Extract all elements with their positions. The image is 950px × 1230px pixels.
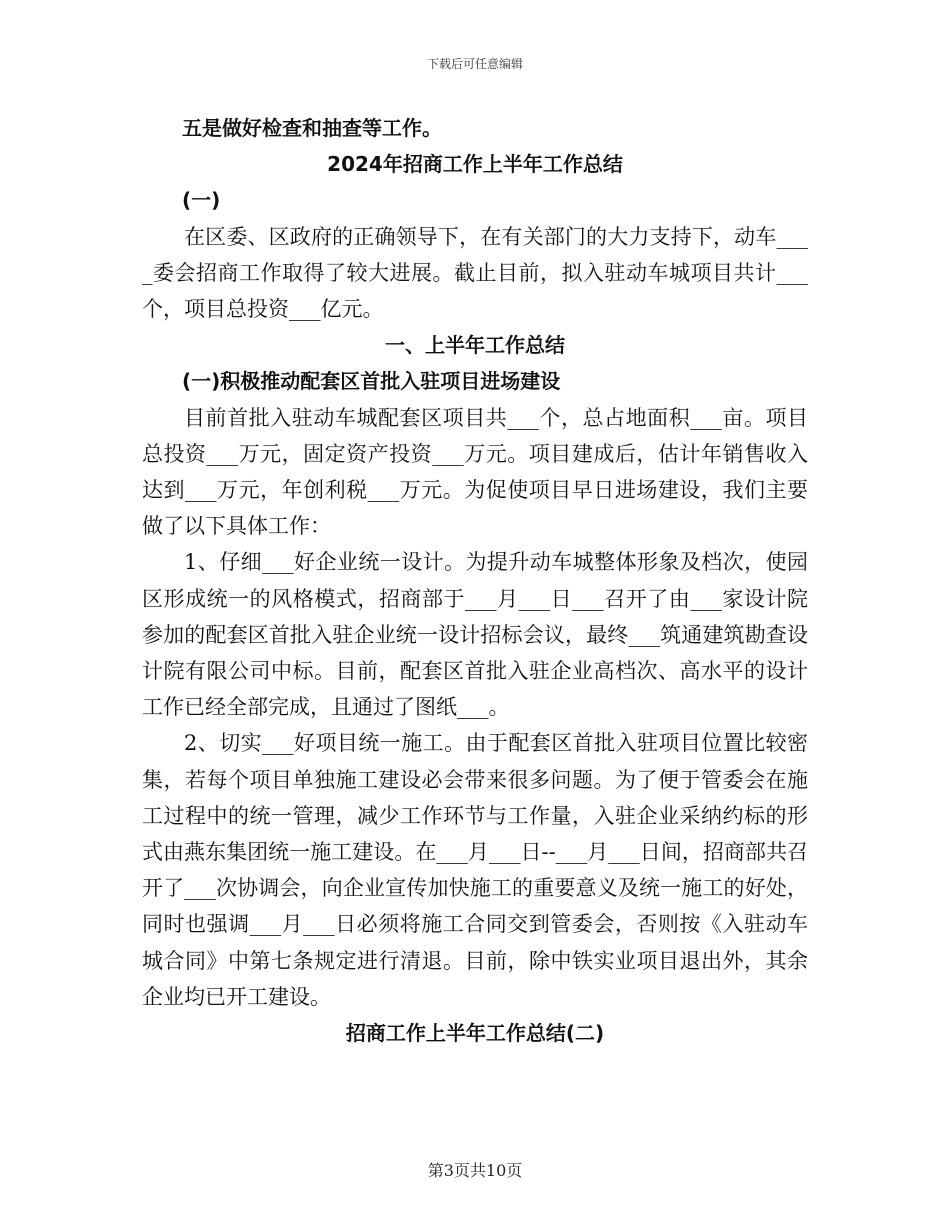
document-title: 2024年招商工作上半年工作总结 [327,152,623,177]
header-note: 下载后可任意编辑 [426,57,523,71]
closing-line: 五是做好检查和抽查等工作。 [182,116,442,140]
sub-heading-projects: (一)积极推动配套区首批入驻项目进场建设 [182,369,561,394]
intro-paragraph: 在区委、区政府的正确领导下，在有关部门的大力支持下，动车____委会招商工作取得了较大进展。截止目前，拟入驻动车城项目共计___个，项目总投资___亿元。 [142,224,808,322]
paragraph-unified-design: 1、仔细___好企业统一设计。为提升动车城整体形象及档次，使园区形成统一的风格模式，招商部于___月___日___召开了由___家设计院参加的配套区首批入驻企业统一设计招标会议，最终___筑通建筑勘查设计院有限公司中标。目前，配套区首批入驻企业高档次、高水平的设计工作已经全部完成，且通过了图纸___。 [142,550,808,720]
document-title-two: 招商工作上半年工作总结(二) [345,1021,605,1046]
paragraph-project-overview: 目前首批入驻动车城配套区项目共___个，总占地面积___亩。项目总投资___万元，固定资产投资___万元。项目建成后，估计年销售收入达到___万元，年创利税___万元。为促使项目早日进场建设，我们主要做了以下具体工作： [142,405,808,539]
section-heading-summary: 一、上半年工作总结 [385,333,565,358]
paragraph-unified-construction: 2、切实___好项目统一施工。由于配套区首批入驻项目位置比较密集，若每个项目单独施工建设必会带来很多问题。为了便于管委会在施工过程中的统一管理，减少工作环节与工作量，入驻企业采纳约标的形式由燕东集团统一施工建设。在___月___日--___月___日间，招商部共召开了___次协调会，向企业宣传加快施工的重要意义及统一施工的好处，同时也强调___月___日必须将施工合同交到管委会，否则按《入驻动车城合同》中第七条规定进行清退。目前，除中铁实业项目退出外，其余企业均已开工建设。 [142,731,808,1009]
page-number: 第3页共10页 [427,1161,523,1180]
document-body [142,110,808,1051]
section-label-one: (一) [182,188,221,213]
